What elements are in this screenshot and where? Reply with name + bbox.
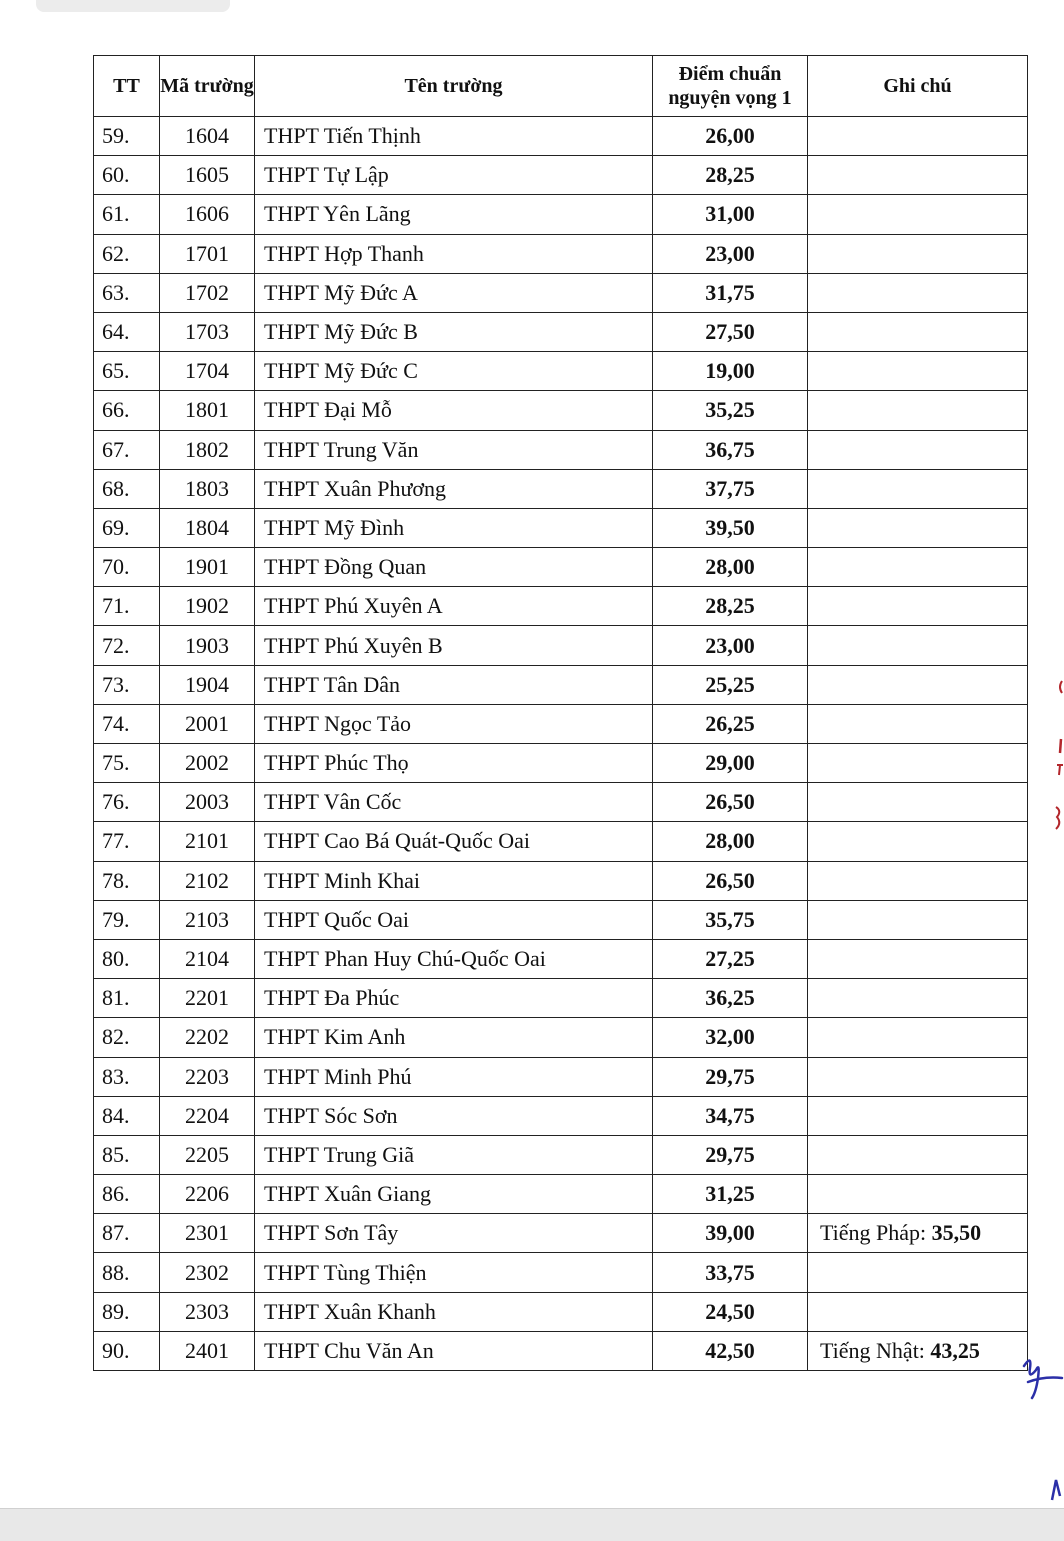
cell-tt: 68. xyxy=(94,469,160,508)
cell-school-code: 2203 xyxy=(160,1057,255,1096)
cell-school-name: THPT Vân Cốc xyxy=(255,783,653,822)
cell-school-name: THPT Tiến Thịnh xyxy=(255,117,653,156)
cell-tt: 72. xyxy=(94,626,160,665)
cell-score: 29,00 xyxy=(653,744,808,783)
table-row xyxy=(94,1214,1028,1253)
cell-note xyxy=(808,783,1028,822)
cell-note xyxy=(808,1018,1028,1057)
table-row xyxy=(94,273,1028,312)
table-row xyxy=(94,744,1028,783)
cell-school-name: THPT Tùng Thiện xyxy=(255,1253,653,1292)
table-row xyxy=(94,234,1028,273)
table-row xyxy=(94,1135,1028,1174)
cell-tt: 60. xyxy=(94,156,160,195)
cell-school-code: 2206 xyxy=(160,1175,255,1214)
cell-school-name: THPT Mỹ Đức A xyxy=(255,273,653,312)
header-tt: TT xyxy=(94,56,160,117)
cell-tt: 85. xyxy=(94,1135,160,1174)
cell-note xyxy=(808,900,1028,939)
cell-tt: 89. xyxy=(94,1292,160,1331)
cell-school-name: THPT Minh Khai xyxy=(255,861,653,900)
cell-school-code: 1606 xyxy=(160,195,255,234)
cell-tt: 88. xyxy=(94,1253,160,1292)
cell-school-code: 2303 xyxy=(160,1292,255,1331)
cell-tt: 59. xyxy=(94,117,160,156)
cell-score: 39,00 xyxy=(653,1214,808,1253)
cell-tt: 79. xyxy=(94,900,160,939)
cell-note xyxy=(808,704,1028,743)
cell-score: 28,00 xyxy=(653,822,808,861)
header-code: Mã trường xyxy=(160,56,255,117)
cell-tt: 64. xyxy=(94,312,160,351)
cell-score: 26,50 xyxy=(653,783,808,822)
cell-score: 32,00 xyxy=(653,1018,808,1057)
cell-school-code: 1802 xyxy=(160,430,255,469)
cell-tt: 82. xyxy=(94,1018,160,1057)
signature-icon xyxy=(1014,1352,1064,1402)
table-row xyxy=(94,626,1028,665)
header-name: Tên trường xyxy=(255,56,653,117)
cell-tt: 86. xyxy=(94,1175,160,1214)
cell-school-code: 2001 xyxy=(160,704,255,743)
cell-school-name: THPT Phan Huy Chú-Quốc Oai xyxy=(255,939,653,978)
cell-school-code: 1803 xyxy=(160,469,255,508)
cell-note xyxy=(808,979,1028,1018)
cell-tt: 63. xyxy=(94,273,160,312)
cell-school-name: THPT Chu Văn An xyxy=(255,1331,653,1370)
cell-school-code: 2102 xyxy=(160,861,255,900)
cell-note xyxy=(808,1253,1028,1292)
cell-note xyxy=(808,469,1028,508)
cell-note xyxy=(808,1331,1028,1370)
cell-note xyxy=(808,822,1028,861)
note-label: Tiếng Nhật: xyxy=(820,1337,925,1363)
note-value: 43,25 xyxy=(930,1337,980,1363)
cell-note xyxy=(808,861,1028,900)
table-row xyxy=(94,822,1028,861)
header-score: Điểm chuẩn nguyện vọng 1 xyxy=(653,56,808,117)
cell-school-name: THPT Minh Phú xyxy=(255,1057,653,1096)
cell-score: 27,50 xyxy=(653,312,808,351)
table-row xyxy=(94,195,1028,234)
cell-note xyxy=(808,234,1028,273)
table-row xyxy=(94,1253,1028,1292)
cell-tt: 77. xyxy=(94,822,160,861)
cell-school-name: THPT Tân Dân xyxy=(255,665,653,704)
cell-school-name: THPT Hợp Thanh xyxy=(255,234,653,273)
cell-note xyxy=(808,273,1028,312)
cell-tt: 87. xyxy=(94,1214,160,1253)
cell-school-code: 2204 xyxy=(160,1096,255,1135)
cell-school-name: THPT Ngọc Tảo xyxy=(255,704,653,743)
cell-school-name: THPT Kim Anh xyxy=(255,1018,653,1057)
cell-school-name: THPT Xuân Phương xyxy=(255,469,653,508)
cell-score: 27,25 xyxy=(653,939,808,978)
document-sheet xyxy=(93,55,1027,1371)
cell-school-code: 2301 xyxy=(160,1214,255,1253)
cell-score: 24,50 xyxy=(653,1292,808,1331)
cell-score: 42,50 xyxy=(653,1331,808,1370)
cell-score: 36,75 xyxy=(653,430,808,469)
cell-tt: 78. xyxy=(94,861,160,900)
cell-tt: 83. xyxy=(94,1057,160,1096)
cell-tt: 80. xyxy=(94,939,160,978)
cell-school-name: THPT Quốc Oai xyxy=(255,900,653,939)
table-row xyxy=(94,861,1028,900)
cell-tt: 74. xyxy=(94,704,160,743)
table-row xyxy=(94,156,1028,195)
cell-school-code: 1902 xyxy=(160,587,255,626)
cell-score: 26,00 xyxy=(653,117,808,156)
table-row xyxy=(94,508,1028,547)
cell-note xyxy=(808,626,1028,665)
cell-tt: 61. xyxy=(94,195,160,234)
cell-score: 19,00 xyxy=(653,352,808,391)
cell-score: 31,75 xyxy=(653,273,808,312)
cell-note xyxy=(808,1292,1028,1331)
cell-school-code: 2205 xyxy=(160,1135,255,1174)
note-value: 35,50 xyxy=(931,1220,982,1246)
cell-school-name: THPT Phúc Thọ xyxy=(255,744,653,783)
cell-tt: 84. xyxy=(94,1096,160,1135)
table-row xyxy=(94,430,1028,469)
cell-school-code: 1901 xyxy=(160,548,255,587)
cell-score: 25,25 xyxy=(653,665,808,704)
cell-note xyxy=(808,156,1028,195)
cell-school-code: 2202 xyxy=(160,1018,255,1057)
cell-tt: 65. xyxy=(94,352,160,391)
table-row xyxy=(94,1331,1028,1370)
cell-note xyxy=(808,391,1028,430)
cell-school-code: 2401 xyxy=(160,1331,255,1370)
cell-school-name: THPT Xuân Giang xyxy=(255,1175,653,1214)
stamp-fragment-icon xyxy=(1054,675,1064,725)
table-row xyxy=(94,391,1028,430)
cell-school-name: THPT Phú Xuyên B xyxy=(255,626,653,665)
cell-note xyxy=(808,1135,1028,1174)
table-row xyxy=(94,1292,1028,1331)
cell-score: 26,25 xyxy=(653,704,808,743)
cell-score: 28,00 xyxy=(653,548,808,587)
cell-tt: 62. xyxy=(94,234,160,273)
stamp-edge-icon xyxy=(1054,735,1064,845)
table-row xyxy=(94,783,1028,822)
cell-school-code: 1702 xyxy=(160,273,255,312)
table-header-row xyxy=(94,56,1028,117)
cell-school-name: THPT Mỹ Đình xyxy=(255,508,653,547)
cell-school-name: THPT Sóc Sơn xyxy=(255,1096,653,1135)
cell-note xyxy=(808,744,1028,783)
cell-score: 31,00 xyxy=(653,195,808,234)
table-row xyxy=(94,1096,1028,1135)
cell-score: 23,00 xyxy=(653,626,808,665)
top-tab xyxy=(36,0,230,12)
table-row xyxy=(94,1018,1028,1057)
cell-school-code: 1904 xyxy=(160,665,255,704)
cell-school-code: 2101 xyxy=(160,822,255,861)
table-body xyxy=(94,117,1028,1371)
cell-score: 35,25 xyxy=(653,391,808,430)
table-row xyxy=(94,548,1028,587)
cell-school-code: 2003 xyxy=(160,783,255,822)
cell-note xyxy=(808,587,1028,626)
cell-score: 31,25 xyxy=(653,1175,808,1214)
table-row xyxy=(94,665,1028,704)
cell-note xyxy=(808,665,1028,704)
cell-tt: 66. xyxy=(94,391,160,430)
cell-tt: 71. xyxy=(94,587,160,626)
cell-school-name: THPT Xuân Khanh xyxy=(255,1292,653,1331)
cell-note xyxy=(808,1175,1028,1214)
cell-note xyxy=(808,430,1028,469)
cell-score: 33,75 xyxy=(653,1253,808,1292)
cell-note xyxy=(808,352,1028,391)
cell-school-name: THPT Mỹ Đức C xyxy=(255,352,653,391)
cell-score: 29,75 xyxy=(653,1057,808,1096)
cell-score: 28,25 xyxy=(653,587,808,626)
table-row xyxy=(94,1175,1028,1214)
cell-school-code: 1605 xyxy=(160,156,255,195)
cell-school-name: THPT Mỹ Đức B xyxy=(255,312,653,351)
cell-tt: 75. xyxy=(94,744,160,783)
note-label: Tiếng Pháp: xyxy=(820,1220,927,1246)
cell-school-code: 2002 xyxy=(160,744,255,783)
cell-school-name: THPT Đại Mỗ xyxy=(255,391,653,430)
table-row xyxy=(94,704,1028,743)
cell-school-name: THPT Phú Xuyên A xyxy=(255,587,653,626)
cell-school-name: THPT Tự Lập xyxy=(255,156,653,195)
cell-tt: 76. xyxy=(94,783,160,822)
cell-note xyxy=(808,508,1028,547)
cell-score: 26,50 xyxy=(653,861,808,900)
cell-school-code: 1704 xyxy=(160,352,255,391)
table-row xyxy=(94,352,1028,391)
cell-school-code: 2302 xyxy=(160,1253,255,1292)
cell-school-code: 2104 xyxy=(160,939,255,978)
header-note: Ghi chú xyxy=(808,56,1028,117)
table-row xyxy=(94,900,1028,939)
table-row xyxy=(94,1057,1028,1096)
cell-note xyxy=(808,548,1028,587)
cell-school-code: 2103 xyxy=(160,900,255,939)
cell-score: 29,75 xyxy=(653,1135,808,1174)
cell-tt: 70. xyxy=(94,548,160,587)
cell-score: 23,00 xyxy=(653,234,808,273)
table-row xyxy=(94,469,1028,508)
cell-school-name: THPT Sơn Tây xyxy=(255,1214,653,1253)
cell-note xyxy=(808,939,1028,978)
cell-school-code: 1804 xyxy=(160,508,255,547)
cell-school-name: THPT Cao Bá Quát-Quốc Oai xyxy=(255,822,653,861)
cell-score: 35,75 xyxy=(653,900,808,939)
cell-tt: 90. xyxy=(94,1331,160,1370)
cell-note xyxy=(808,1214,1028,1253)
cell-school-code: 1801 xyxy=(160,391,255,430)
signature-tail-icon xyxy=(1048,1470,1064,1506)
cell-tt: 73. xyxy=(94,665,160,704)
cell-score: 36,25 xyxy=(653,979,808,1018)
cell-school-name: THPT Trung Văn xyxy=(255,430,653,469)
cell-score: 28,25 xyxy=(653,156,808,195)
cell-school-name: THPT Yên Lãng xyxy=(255,195,653,234)
cell-school-code: 1703 xyxy=(160,312,255,351)
table-row xyxy=(94,939,1028,978)
cell-score: 39,50 xyxy=(653,508,808,547)
cell-school-code: 1604 xyxy=(160,117,255,156)
cell-school-name: THPT Đa Phúc xyxy=(255,979,653,1018)
cell-tt: 67. xyxy=(94,430,160,469)
cell-school-name: THPT Trung Giã xyxy=(255,1135,653,1174)
table-row xyxy=(94,312,1028,351)
admission-score-table xyxy=(93,55,1028,1371)
cell-school-code: 2201 xyxy=(160,979,255,1018)
cell-school-code: 1701 xyxy=(160,234,255,273)
cell-note xyxy=(808,195,1028,234)
bottom-bar xyxy=(0,1508,1064,1541)
cell-tt: 81. xyxy=(94,979,160,1018)
table-row xyxy=(94,117,1028,156)
cell-score: 34,75 xyxy=(653,1096,808,1135)
cell-tt: 69. xyxy=(94,508,160,547)
cell-note xyxy=(808,1096,1028,1135)
cell-note xyxy=(808,1057,1028,1096)
cell-note xyxy=(808,312,1028,351)
table-row xyxy=(94,587,1028,626)
cell-school-code: 1903 xyxy=(160,626,255,665)
cell-note xyxy=(808,117,1028,156)
cell-score: 37,75 xyxy=(653,469,808,508)
cell-school-name: THPT Đồng Quan xyxy=(255,548,653,587)
table-row xyxy=(94,979,1028,1018)
